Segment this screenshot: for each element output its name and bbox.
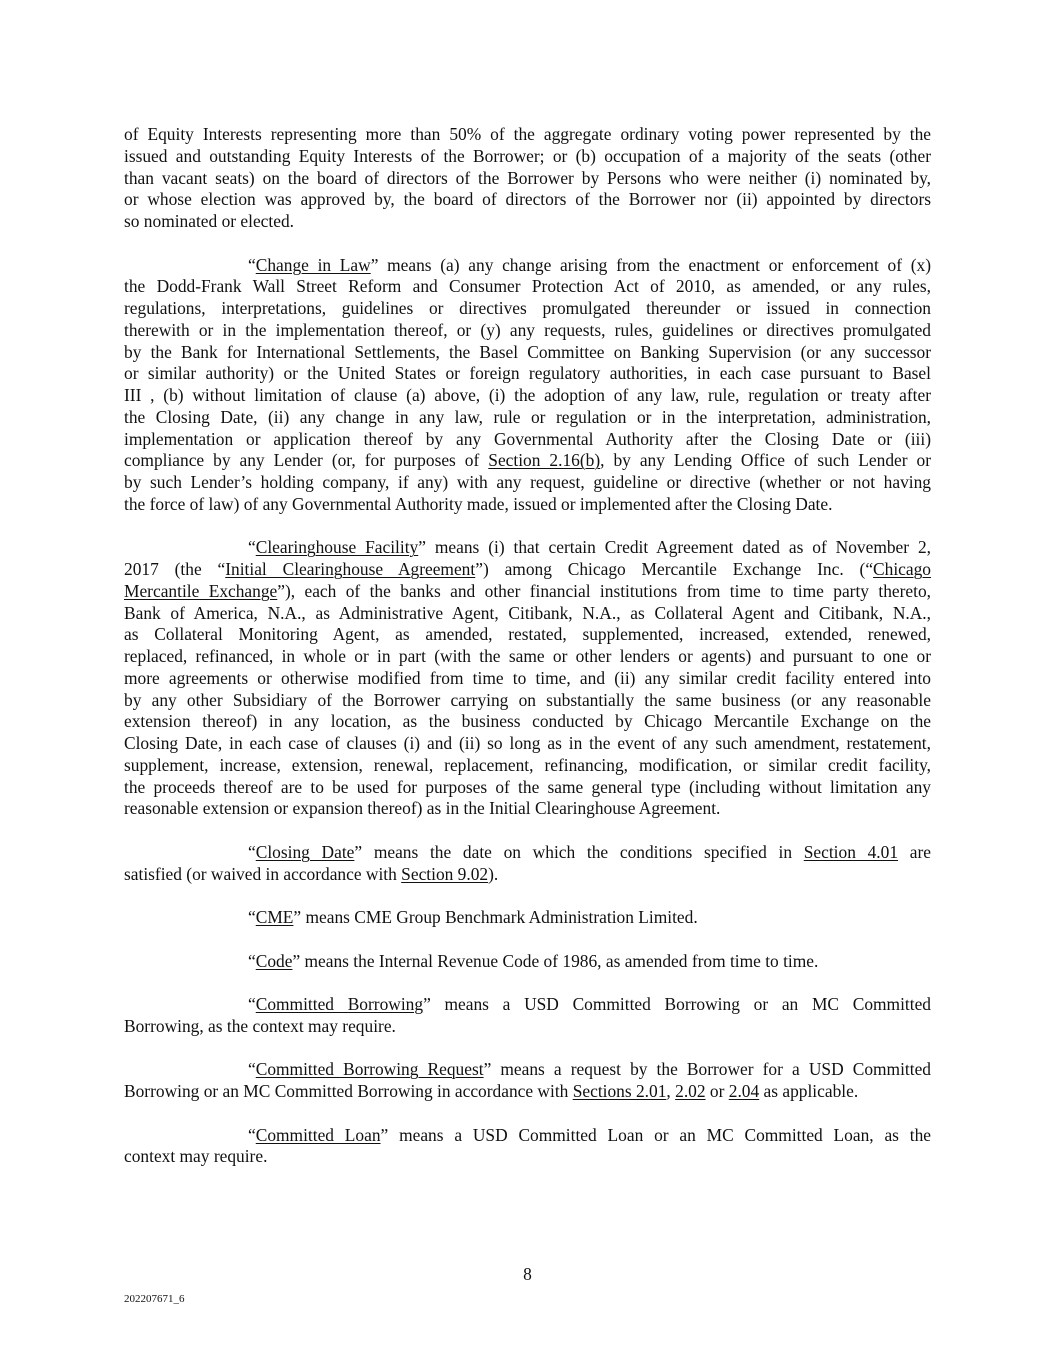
- text-segment: “: [248, 950, 256, 971]
- text-segment: Closing Date, in each case of clauses (i) and (ii) so long as in the event of any such amendment, restatement,: [124, 733, 931, 753]
- text-line: [124, 211, 931, 233]
- text-line: [124, 363, 931, 385]
- paragraph: [124, 1059, 931, 1103]
- text-segment: regulations, interpretations, guidelines or directives promulgated thereunder or issued in connection: [124, 298, 931, 318]
- text-line: [124, 864, 931, 886]
- text-segment: Borrowing, as the context may require.: [124, 1015, 396, 1036]
- text-segment: “: [248, 994, 256, 1014]
- text-line: [124, 755, 931, 777]
- text-line: [124, 124, 931, 146]
- text-segment: III , (b) without limitation of clause (a) above, (i) the adoption of any law, rule, regulation or treaty after: [124, 385, 931, 405]
- text-segment: or whose election was approved by, the board of directors of the Borrower nor (ii) appointed by directors: [124, 189, 931, 210]
- text-line: [124, 603, 931, 625]
- text-segment: by such Lender’s holding company, if any) with any request, guideline or directive (whether or not having: [124, 472, 931, 492]
- text-segment: Bank of America, N.A., as Administrative Agent, Citibank, N.A., as Collateral Agent and Citibank, N.A.,: [124, 602, 931, 623]
- defined-term: Committed Borrowing: [255, 994, 424, 1014]
- text-segment: context may require.: [124, 1146, 268, 1167]
- document-body: [124, 124, 931, 1190]
- text-segment: more agreements or otherwise modified from time to time, and (ii) any similar credit facility entered into: [124, 667, 931, 688]
- text-line: [124, 450, 931, 472]
- text-segment: the force of law) of any Governmental Authority made, issued or implemented after the Closing Date.: [124, 493, 833, 514]
- text-segment: extension thereof) in any location, as the business conducted by Chicago Mercantile Exchange on the: [124, 711, 931, 732]
- text-line: [124, 385, 931, 407]
- text-segment: replaced, refinanced, in whole or in part (with the same or other lenders or agents) and pursuant to one or: [124, 646, 931, 666]
- document-id: 202207671_6: [124, 1293, 185, 1305]
- text-line: [124, 668, 931, 690]
- defined-term: Committed Borrowing Request: [255, 1059, 484, 1080]
- defined-term: Mercantile Exchange: [124, 580, 278, 601]
- text-line: [124, 189, 931, 211]
- defined-term: Code: [255, 950, 293, 971]
- text-line: [124, 1016, 931, 1038]
- text-line: [124, 777, 931, 799]
- text-line: [124, 1059, 931, 1081]
- text-segment: or similar authority) or the United States or foreign regulatory authorities, in each case pursuant to Basel: [124, 363, 931, 384]
- paragraph: [124, 907, 931, 929]
- text-line: [124, 994, 931, 1016]
- text-segment: reasonable extension or expansion thereof) as in the Initial Clearinghouse Agreement.: [124, 798, 721, 819]
- defined-term: Section 4.01: [803, 841, 899, 862]
- text-segment: are: [898, 841, 931, 862]
- text-segment: ” means a USD Committed Loan or an MC Committed Loan, as the: [380, 1124, 931, 1145]
- text-segment: ”), each of the banks and other financial institutions from time to time party thereto,: [277, 580, 931, 601]
- text-segment: the Closing Date, (ii) any change in any law, rule or regulation or in the interpretation, administration,: [124, 406, 931, 427]
- defined-term: Initial Clearinghouse Agreement: [225, 559, 476, 579]
- text-segment: of Equity Interests representing more than 50% of the aggregate ordinary voting power represented by the: [124, 124, 931, 144]
- text-segment: ” means a USD Committed Borrowing or an MC Committed: [423, 994, 931, 1014]
- text-segment: compliance by any Lender (or, for purposes of: [124, 450, 489, 471]
- defined-term: Chicago: [873, 559, 932, 579]
- text-segment: supplement, increase, extension, renewal, replacement, refinancing, modification, or similar credit facility,: [124, 754, 931, 775]
- text-segment: Borrowing or an MC Committed Borrowing in accordance with: [124, 1081, 573, 1101]
- text-segment: ” means (i) that certain Credit Agreement dated as of November 2,: [418, 537, 932, 558]
- text-segment: 2017 (the “: [124, 559, 226, 579]
- text-segment: ,: [666, 1081, 676, 1101]
- text-segment: the Dodd-Frank Wall Street Reform and Consumer Protection Act of 2010, as amended, or any rules,: [124, 276, 931, 297]
- text-line: [124, 298, 931, 320]
- text-line: [124, 342, 931, 364]
- text-segment: than vacant seats) on the board of directors of the Borrower by Persons who were neither (i) nominated by,: [124, 167, 931, 188]
- defined-term: Committed Loan: [255, 1124, 381, 1145]
- text-line: [124, 472, 931, 494]
- text-segment: as Collateral Monitoring Agent, as amended, restated, supplemented, increased, extended, renewed,: [124, 624, 931, 645]
- text-segment: ” means (a) any change arising from the enactment or enforcement of (x): [370, 254, 931, 275]
- text-segment: or: [705, 1081, 729, 1101]
- text-line: [124, 255, 931, 277]
- text-line: [124, 646, 931, 668]
- text-line: [124, 624, 931, 646]
- text-segment: ” means a request by the Borrower for a USD Committed: [483, 1059, 931, 1080]
- defined-term: Section 2.16(b): [488, 450, 601, 471]
- text-line: [124, 798, 931, 820]
- paragraph: [124, 255, 931, 516]
- text-line: [124, 1146, 931, 1168]
- text-line: [124, 320, 931, 342]
- paragraph: [124, 537, 931, 820]
- text-line: [124, 559, 931, 581]
- paragraph: [124, 1125, 931, 1169]
- paragraph: [124, 994, 931, 1038]
- text-line: [124, 168, 931, 190]
- text-line: [124, 907, 931, 929]
- paragraph: [124, 951, 931, 973]
- text-segment: therewith or in the implementation thereof, or (y) any requests, rules, guidelines or directives promulgated: [124, 319, 931, 340]
- text-segment: “: [248, 254, 256, 275]
- text-line: [124, 581, 931, 603]
- text-line: [124, 1081, 931, 1103]
- text-line: [124, 842, 931, 864]
- text-segment: ” means the date on which the conditions specified in: [354, 841, 804, 862]
- text-line: [124, 951, 931, 973]
- text-line: [124, 146, 931, 168]
- text-segment: ” means the Internal Revenue Code of 1986, as amended from time to time.: [292, 950, 819, 971]
- text-segment: by any other Subsidiary of the Borrower carrying on substantially the same business (or any reasonable: [124, 689, 931, 710]
- text-segment: ).: [488, 863, 499, 884]
- defined-term: Clearinghouse Facility: [255, 537, 419, 558]
- text-segment: as applicable.: [759, 1081, 859, 1101]
- text-line: [124, 690, 931, 712]
- text-segment: “: [248, 907, 256, 927]
- defined-term: Closing Date: [255, 841, 355, 862]
- paragraph: [124, 842, 931, 886]
- text-segment: so nominated or elected.: [124, 211, 294, 231]
- paragraph: [124, 124, 931, 233]
- text-line: [124, 494, 931, 516]
- text-segment: “: [248, 1059, 256, 1080]
- text-line: [124, 711, 931, 733]
- text-segment: “: [248, 1124, 256, 1145]
- text-line: [124, 407, 931, 429]
- text-segment: ” means CME Group Benchmark Administration Limited.: [293, 907, 698, 927]
- text-line: [124, 429, 931, 451]
- text-segment: the proceeds thereof are to be used for purposes of the same general type (including without limitation any: [124, 776, 931, 797]
- text-segment: satisfied (or waived in accordance with: [124, 863, 402, 884]
- text-segment: , by any Lending Office of such Lender or: [600, 450, 931, 471]
- text-segment: by the Bank for International Settlements, the Basel Committee on Banking Supervision (or any successor: [124, 341, 931, 362]
- text-segment: “: [248, 841, 256, 862]
- text-line: [124, 537, 931, 559]
- text-line: [124, 1125, 931, 1147]
- defined-term: Sections 2.01: [572, 1081, 667, 1101]
- defined-term: 2.04: [728, 1081, 760, 1101]
- page-number: 8: [523, 1264, 532, 1284]
- defined-term: 2.02: [675, 1081, 706, 1101]
- text-segment: “: [248, 537, 256, 558]
- text-segment: ”) among Chicago Mercantile Exchange Inc. (“: [475, 559, 874, 579]
- defined-term: Section 9.02: [401, 863, 489, 884]
- text-segment: issued and outstanding Equity Interests of the Borrower; or (b) occupation of a majority of the seats (other: [124, 145, 931, 166]
- text-line: [124, 733, 931, 755]
- text-line: [124, 276, 931, 298]
- defined-term: Change in Law: [255, 254, 371, 275]
- text-segment: implementation or application thereof by any Governmental Authority after the Closing Date or (iii): [124, 428, 931, 449]
- defined-term: CME: [255, 907, 294, 927]
